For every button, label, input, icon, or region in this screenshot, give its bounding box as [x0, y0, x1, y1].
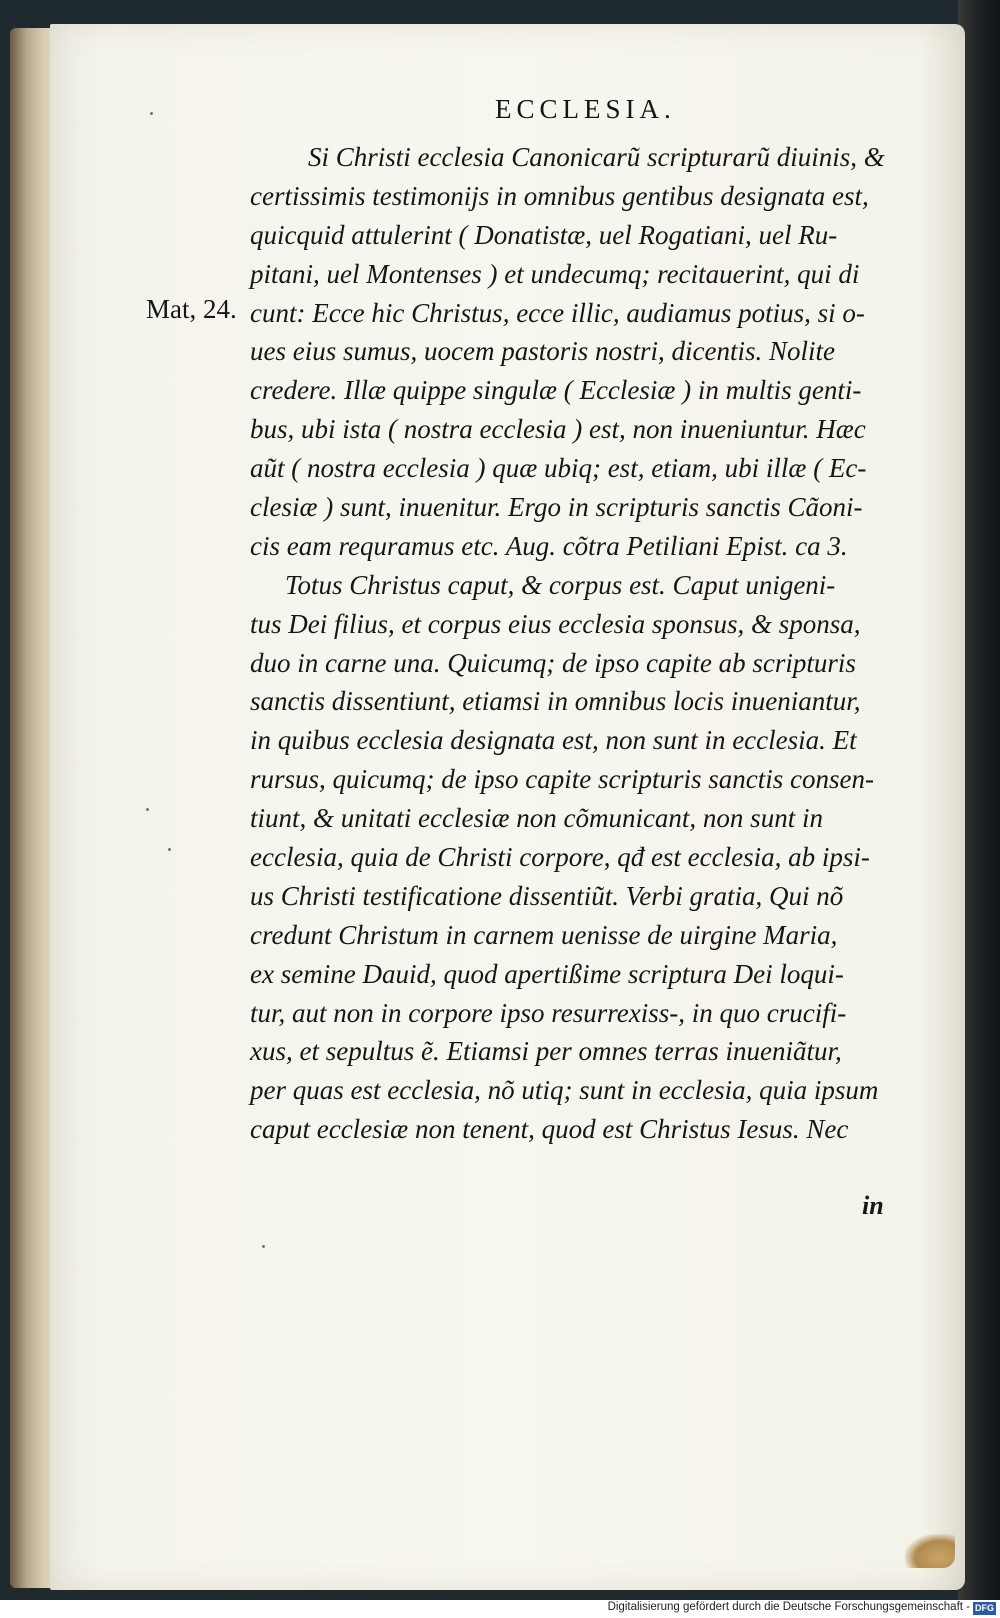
- text-line: Totus Christus caput, & corpus est. Caput unigeni‑: [285, 569, 836, 600]
- text-line: in quibus ecclesia designata est, non sunt in ecclesia. Et: [250, 725, 857, 756]
- body-text: [250, 138, 950, 1149]
- text-line: clesiæ ) sunt, inuenitur. Ergo in scripturis sanctis Cãoni‑: [250, 492, 863, 523]
- text-line: sanctis dissentiunt, etiamsi in omnibus locis inueniantur,: [250, 686, 861, 717]
- margin-note: Mat, 24.: [146, 294, 237, 324]
- text-line: ecclesia, quia de Christi corpore, qđ est ecclesia, ab ipsi‑: [250, 842, 870, 873]
- text-line: credunt Christum in carnem uenisse de uirgine Maria,: [250, 919, 838, 950]
- text-line: pitani, uel Montenses ) et undecumq; recitauerint, qui di: [250, 258, 860, 289]
- page-corner-wear: [905, 1534, 955, 1568]
- text-line: bus, ubi ista ( nostra ecclesia ) est, non inueniuntur. Hæc: [250, 414, 866, 445]
- text-line: per quas est ecclesia, nõ utiq; sunt in ecclesia, quia ipsum: [250, 1075, 879, 1106]
- text-line: ues eius sumus, uocem pastoris nostri, dicentis. Nolite: [250, 336, 835, 367]
- text-line: tur, aut non in corpore ipso resurrexiss‑, in quo crucifi‑: [250, 997, 847, 1028]
- running-head: ECCLESIA.: [495, 94, 676, 124]
- text-line: tus Dei filius, et corpus eius ecclesia sponsus, & sponsa,: [250, 608, 861, 639]
- text-line: aũt ( nostra ecclesia ) quæ ubiq; est, etiam, ubi illæ ( Ec‑: [250, 453, 867, 484]
- catchword: in: [862, 1191, 884, 1220]
- text-line: certissimis testimonijs in omnibus gentibus designata est,: [250, 180, 869, 211]
- text-line: xus, et sepultus ẽ. Etiamsi per omnes terras inueniãtur,: [250, 1036, 842, 1067]
- text-line: Si Christi ecclesia Canonicarũ scripturarũ diuinis, &: [308, 142, 885, 172]
- text-line: rursus, quicumq; de ipso capite scripturis sanctis consen‑: [250, 764, 874, 795]
- paper-speck: [168, 848, 171, 851]
- footer-credit: Digitalisierung gefördert durch die Deutsche Forschungsgemeinschaft -: [607, 1601, 970, 1613]
- text-line: duo in carne una. Quicumq; de ipso capite ab scripturis: [250, 647, 856, 678]
- text-line: us Christi testificatione dissentiũt. Verbi gratia, Qui nõ: [250, 880, 844, 911]
- text-line: ex semine Dauid, quod apertißime scriptura Dei loqui‑: [250, 958, 844, 989]
- paper-speck: [150, 112, 153, 115]
- dfg-logo: DFG: [975, 1603, 994, 1613]
- text-line: credere. Illæ quippe singulæ ( Ecclesiæ ) in multis genti‑: [250, 375, 862, 406]
- text-line: quicquid attulerint ( Donatistæ, uel Rogatiani, uel Ru‑: [250, 219, 838, 250]
- text-line: caput ecclesiæ non tenent, quod est Christus Iesus. Nec: [250, 1114, 849, 1145]
- text-line: cunt: Ecce hic Christus, ecce illic, audiamus potius, si o‑: [250, 297, 865, 328]
- paper-speck: [262, 1245, 265, 1248]
- text-line: tiunt, & unitati ecclesiæ non cõmunicant, non sunt in: [250, 803, 823, 834]
- paper-speck: [146, 808, 149, 811]
- text-line: cis eam requramus etc. Aug. cõtra Petiliani Epist. ca 3.: [250, 530, 848, 561]
